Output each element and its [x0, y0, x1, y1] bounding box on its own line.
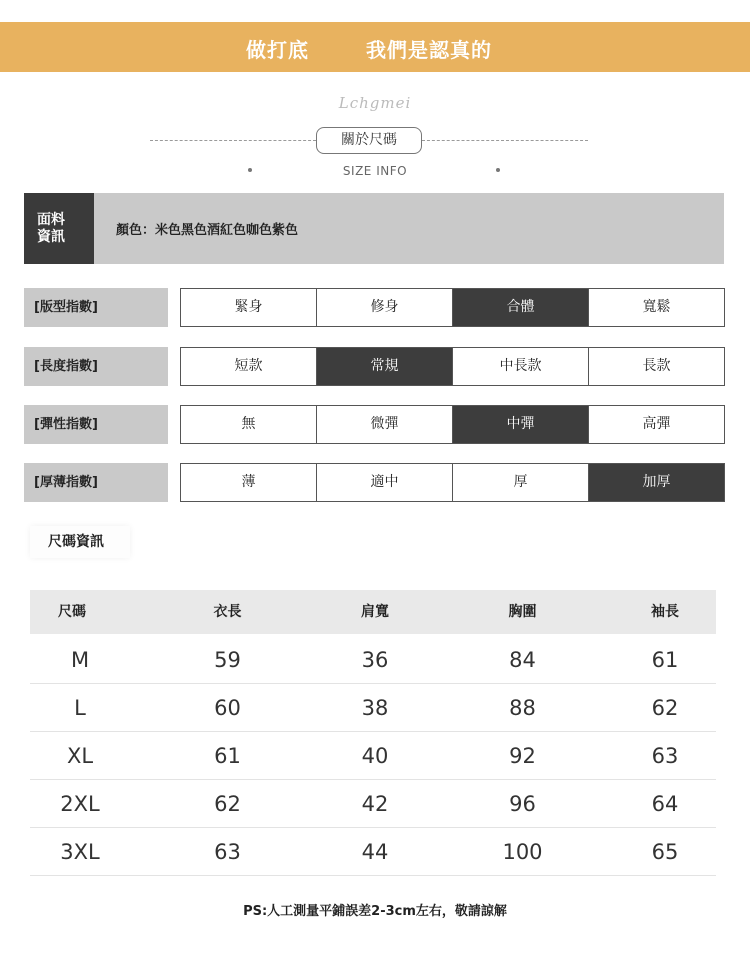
index-option: 中彈 [453, 406, 589, 443]
size-cell: XL [66, 744, 94, 768]
index-option: 高彈 [642, 416, 671, 432]
index-option: 厚 [453, 464, 589, 501]
header-length: 衣長 [213, 604, 242, 620]
size-info-title: 關於尺碼 [316, 127, 422, 154]
index-option: 加厚 [589, 464, 724, 501]
fabric-info-label [24, 193, 94, 264]
length-cell: 61 [214, 744, 241, 768]
index-option: 寬鬆 [642, 299, 671, 315]
dashed-divider-right [422, 140, 588, 141]
index-label: [厚薄指數] [24, 463, 168, 502]
shoulder-cell: 36 [361, 648, 389, 672]
shoulder-cell: 42 [361, 792, 389, 816]
index-option: 適中 [317, 464, 453, 501]
index-label: [版型指數] [24, 288, 168, 327]
fabric-info-panel [24, 193, 724, 264]
index-options [180, 405, 725, 444]
sleeve-cell: 64 [651, 792, 679, 816]
header-sleeve: 袖長 [651, 604, 679, 620]
index-option: 微彈 [317, 406, 453, 443]
fabric-color-text: 顏色：米色黑色酒紅色咖色紫色 [116, 223, 299, 238]
length-cell: 60 [214, 696, 241, 720]
header-shoulder: 肩寬 [361, 604, 389, 620]
size-cell: 3XL [60, 840, 100, 864]
index-options [180, 288, 725, 327]
size-cell: 2XL [60, 792, 100, 816]
banner-left-text: 做打底 [246, 38, 309, 62]
index-option: 修身 [317, 289, 453, 326]
table-row [30, 685, 716, 732]
measurement-note: PS:人工測量平鋪誤差2-3cm左右，敬請諒解 [243, 904, 507, 919]
index-option: 無 [181, 406, 317, 443]
size-cell: L [74, 696, 86, 720]
index-option: 常規 [317, 348, 453, 385]
sleeve-cell: 61 [651, 648, 679, 672]
index-option: 緊身 [181, 289, 317, 326]
sleeve-cell: 62 [651, 696, 679, 720]
header-size: 尺碼 [58, 604, 86, 620]
dashed-divider-left [150, 140, 316, 141]
index-option: 長款 [642, 358, 671, 374]
fabric-label-line1: 面料 [37, 212, 65, 228]
size-cell: M [70, 648, 90, 672]
size-info-subtitle: SIZE INFO [342, 164, 408, 178]
index-label: [彈性指數] [24, 405, 168, 444]
top-banner [0, 22, 750, 72]
length-cell: 59 [214, 648, 241, 672]
index-option: 合體 [453, 289, 589, 326]
table-row [30, 829, 716, 876]
banner-right-text: 我們是認真的 [366, 38, 492, 62]
table-row [30, 733, 716, 780]
shoulder-cell: 44 [361, 840, 389, 864]
size-table-header [30, 590, 716, 634]
table-row [30, 637, 716, 684]
table-row [30, 781, 716, 828]
chest-cell: 96 [509, 792, 536, 816]
size-section-title: 尺碼資訊 [30, 526, 130, 558]
sleeve-cell: 65 [651, 840, 679, 864]
index-options [180, 463, 725, 502]
length-cell: 63 [214, 840, 241, 864]
chest-cell: 92 [509, 744, 536, 768]
sleeve-cell: 63 [651, 744, 679, 768]
index-label: [長度指數] [24, 347, 168, 386]
chest-cell: 100 [502, 840, 543, 864]
header-chest: 胸圍 [508, 604, 537, 620]
index-option: 中長款 [453, 348, 589, 385]
shoulder-cell: 38 [361, 696, 389, 720]
chest-cell: 88 [509, 696, 536, 720]
index-option: 短款 [181, 348, 317, 385]
fabric-label-line2: 資訊 [37, 229, 65, 245]
index-options [180, 347, 725, 386]
shoulder-cell: 40 [361, 744, 389, 768]
chest-cell: 84 [509, 648, 536, 672]
index-option: 薄 [181, 464, 317, 501]
brand-watermark: Lchgmei [338, 94, 412, 112]
length-cell: 62 [214, 792, 241, 816]
